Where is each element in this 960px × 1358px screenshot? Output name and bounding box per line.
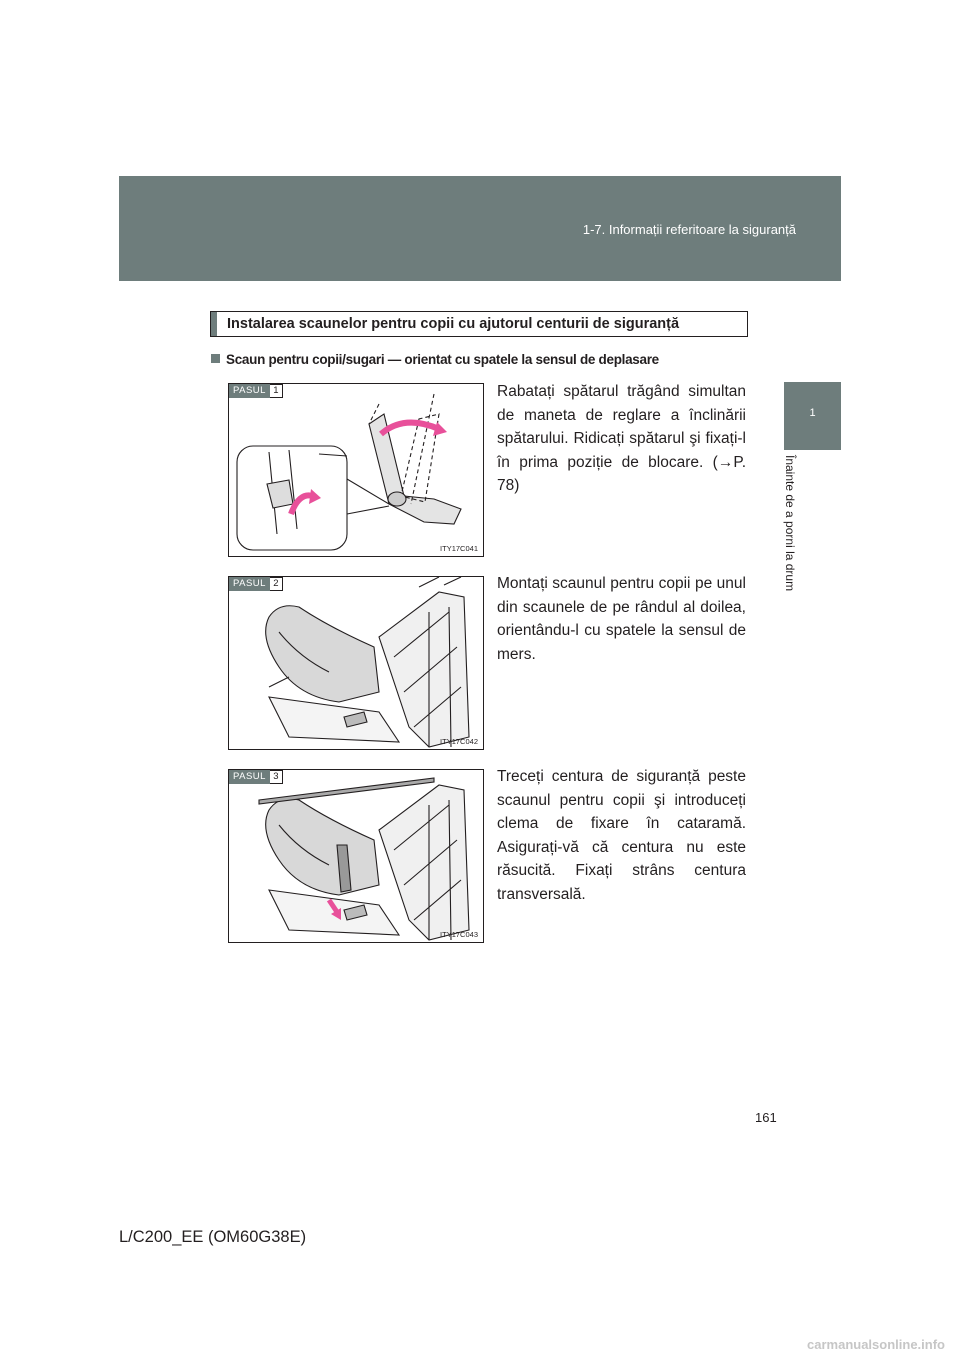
- step-3-number: 3: [270, 770, 283, 784]
- child-seat-drawing: [229, 577, 484, 750]
- section-breadcrumb: 1-7. Informații referitoare la siguranță: [582, 222, 796, 237]
- step-1-illustration: [228, 383, 484, 557]
- step-2-badge: [229, 577, 283, 591]
- step-3-illustration: [228, 769, 484, 943]
- step-1-number: 1: [270, 384, 283, 398]
- child-seat-belt-drawing: [229, 770, 484, 943]
- chapter-label-text: Înainte de a porni la drum: [783, 455, 797, 592]
- document-code: L/C200_EE (OM60G38E): [119, 1228, 307, 1246]
- step-3-figure-code: ITY17C043: [440, 930, 478, 939]
- bullet-square-icon: [211, 354, 220, 363]
- subheading-text: Scaun pentru copii/sugari — orientat cu spatele la sensul de deplasare: [226, 352, 659, 367]
- section-heading-bar: [211, 312, 217, 336]
- step-2-figure-code: ITY17C042: [440, 737, 478, 746]
- step-1-figure-code: ITY17C041: [440, 544, 478, 553]
- subheading: [211, 352, 659, 367]
- step-1-badge: [229, 384, 283, 398]
- step-3-badge: [229, 770, 283, 784]
- step-1-text: Rabatați spătarul trăgând simultan de maneta de reglare a înclinării spătarului. Ridicați spătarul şi fixați-l în prima poziție de blocare. (→P. 78): [497, 383, 746, 494]
- section-heading: Instalarea scaunelor pentru copii cu ajutorul centurii de siguranță: [227, 316, 680, 332]
- chapter-tab: [784, 382, 841, 450]
- watermark: carmanualsonline.info: [807, 1337, 945, 1352]
- chapter-number: 1: [809, 407, 816, 419]
- step-2-label: PASUL: [229, 577, 270, 591]
- section-heading-box: [210, 311, 748, 337]
- step-3-label: PASUL: [229, 770, 270, 784]
- step-3-text: Treceți centura de siguranță peste scaunul pentru copii şi introduceți clema de fixare în cataramă. Asigurați-vă că centura nu este răsucită. Fixați strâns centura transversală.: [497, 768, 746, 903]
- step-1-label: PASUL: [229, 384, 270, 398]
- seat-recline-drawing: [229, 384, 484, 557]
- step-2-illustration: [228, 576, 484, 750]
- header-band: [119, 176, 841, 281]
- page-number: 161: [755, 1110, 777, 1125]
- step-2-text: Montați scaunul pentru copii pe unul din scaunele de pe rândul al doilea, orientându-l cu spatele la sensul de mers.: [497, 575, 746, 663]
- step-2-number: 2: [270, 577, 283, 591]
- chapter-label: [783, 455, 811, 630]
